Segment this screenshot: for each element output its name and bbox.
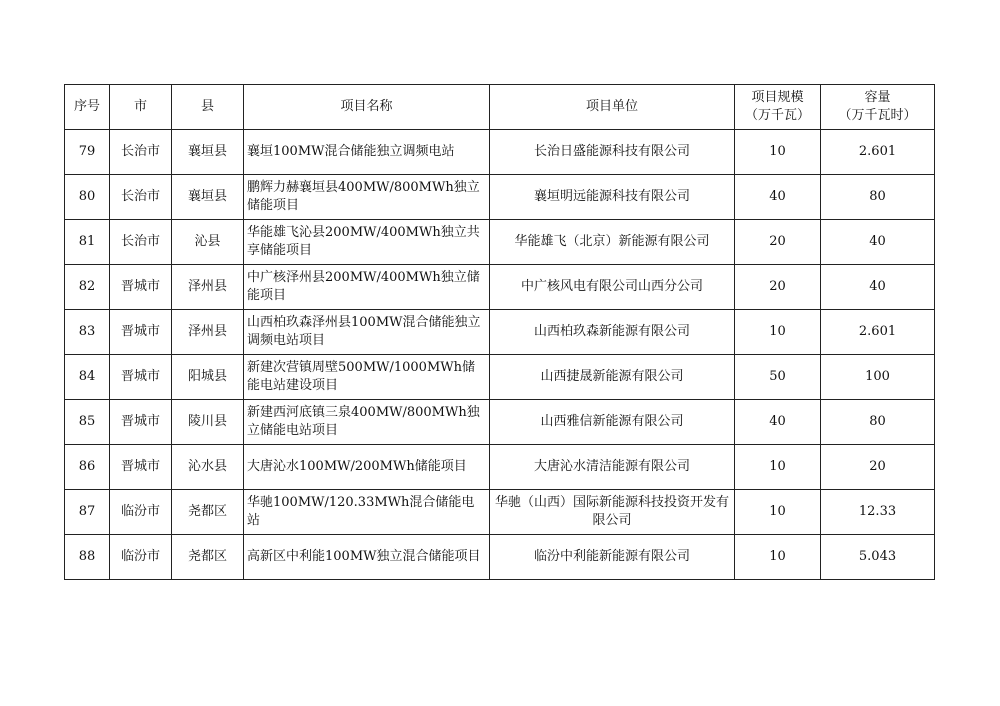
header-capacity-line2: （万千瓦时） [838,108,917,123]
header-county: 县 [172,85,244,130]
cell-city: 晋城市 [110,265,172,310]
table-row [65,355,935,400]
cell-project-name: 大唐沁水100MW/200MWh储能项目 [244,445,490,490]
cell-capacity: 80 [821,400,935,445]
table-row [65,445,935,490]
table-row [65,400,935,445]
cell-county: 沁县 [172,220,244,265]
cell-county: 阳城县 [172,355,244,400]
cell-project-unit: 山西雅信新能源有限公司 [490,400,735,445]
cell-seq: 88 [65,535,110,580]
energy-storage-project-table [64,84,935,580]
cell-scale: 40 [735,400,821,445]
header-capacity-line1: 容量 [864,90,891,105]
cell-seq: 84 [65,355,110,400]
cell-project-name: 华驰100MW/120.33MWh混合储能电站 [244,490,490,535]
table-row [65,265,935,310]
table-row [65,220,935,265]
cell-city: 临汾市 [110,490,172,535]
cell-seq: 79 [65,130,110,175]
header-seq: 序号 [65,85,110,130]
cell-city: 晋城市 [110,445,172,490]
header-capacity [821,85,935,130]
cell-project-unit: 长治日盛能源科技有限公司 [490,130,735,175]
table-row [65,535,935,580]
header-project-unit: 项目单位 [490,85,735,130]
cell-county: 尧都区 [172,535,244,580]
cell-capacity: 2.601 [821,130,935,175]
cell-seq: 82 [65,265,110,310]
cell-capacity: 5.043 [821,535,935,580]
cell-scale: 40 [735,175,821,220]
cell-project-name: 新建次营镇周壁500MW/1000MWh储能电站建设项目 [244,355,490,400]
cell-capacity: 40 [821,265,935,310]
cell-county: 陵川县 [172,400,244,445]
cell-seq: 81 [65,220,110,265]
cell-project-name: 新建西河底镇三泉400MW/800MWh独立储能电站项目 [244,400,490,445]
cell-city: 晋城市 [110,355,172,400]
header-scale-line2: （万千瓦） [744,108,810,123]
cell-scale: 10 [735,535,821,580]
cell-project-name: 山西柏玖森泽州县100MW混合储能独立调频电站项目 [244,310,490,355]
header-scale-line1: 项目规模 [751,90,804,105]
cell-capacity: 2.601 [821,310,935,355]
cell-capacity: 20 [821,445,935,490]
cell-project-name: 高新区中利能100MW独立混合储能项目 [244,535,490,580]
cell-city: 长治市 [110,130,172,175]
cell-seq: 83 [65,310,110,355]
cell-scale: 20 [735,220,821,265]
cell-city: 晋城市 [110,310,172,355]
cell-project-unit: 华驰（山西）国际新能源科技投资开发有限公司 [490,490,735,535]
cell-county: 襄垣县 [172,130,244,175]
table-row [65,310,935,355]
cell-county: 沁水县 [172,445,244,490]
cell-county: 泽州县 [172,265,244,310]
cell-seq: 86 [65,445,110,490]
cell-scale: 10 [735,130,821,175]
cell-capacity: 100 [821,355,935,400]
cell-project-name: 华能雄飞沁县200MW/400MWh独立共享储能项目 [244,220,490,265]
cell-project-unit: 襄垣明远能源科技有限公司 [490,175,735,220]
header-city: 市 [110,85,172,130]
header-project-name: 项目名称 [244,85,490,130]
cell-project-unit: 大唐沁水清洁能源有限公司 [490,445,735,490]
table-body [65,130,935,580]
cell-project-unit: 临汾中利能新能源有限公司 [490,535,735,580]
cell-capacity: 40 [821,220,935,265]
cell-city: 临汾市 [110,535,172,580]
table-row [65,490,935,535]
table-row [65,175,935,220]
cell-scale: 10 [735,310,821,355]
cell-capacity: 12.33 [821,490,935,535]
cell-county: 泽州县 [172,310,244,355]
table-row [65,130,935,175]
cell-seq: 87 [65,490,110,535]
cell-scale: 10 [735,445,821,490]
cell-seq: 85 [65,400,110,445]
cell-scale: 10 [735,490,821,535]
cell-project-name: 襄垣100MW混合储能独立调频电站 [244,130,490,175]
cell-project-unit: 山西柏玖森新能源有限公司 [490,310,735,355]
cell-scale: 50 [735,355,821,400]
cell-city: 长治市 [110,175,172,220]
cell-city: 晋城市 [110,400,172,445]
cell-capacity: 80 [821,175,935,220]
cell-county: 尧都区 [172,490,244,535]
cell-city: 长治市 [110,220,172,265]
cell-project-name: 鹏辉力赫襄垣县400MW/800MWh独立储能项目 [244,175,490,220]
cell-seq: 80 [65,175,110,220]
header-scale [735,85,821,130]
cell-project-unit: 山西捷晟新能源有限公司 [490,355,735,400]
cell-county: 襄垣县 [172,175,244,220]
cell-project-unit: 华能雄飞（北京）新能源有限公司 [490,220,735,265]
cell-project-name: 中广核泽州县200MW/400MWh独立储能项目 [244,265,490,310]
cell-project-unit: 中广核风电有限公司山西分公司 [490,265,735,310]
cell-scale: 20 [735,265,821,310]
table-header-row [65,85,935,130]
